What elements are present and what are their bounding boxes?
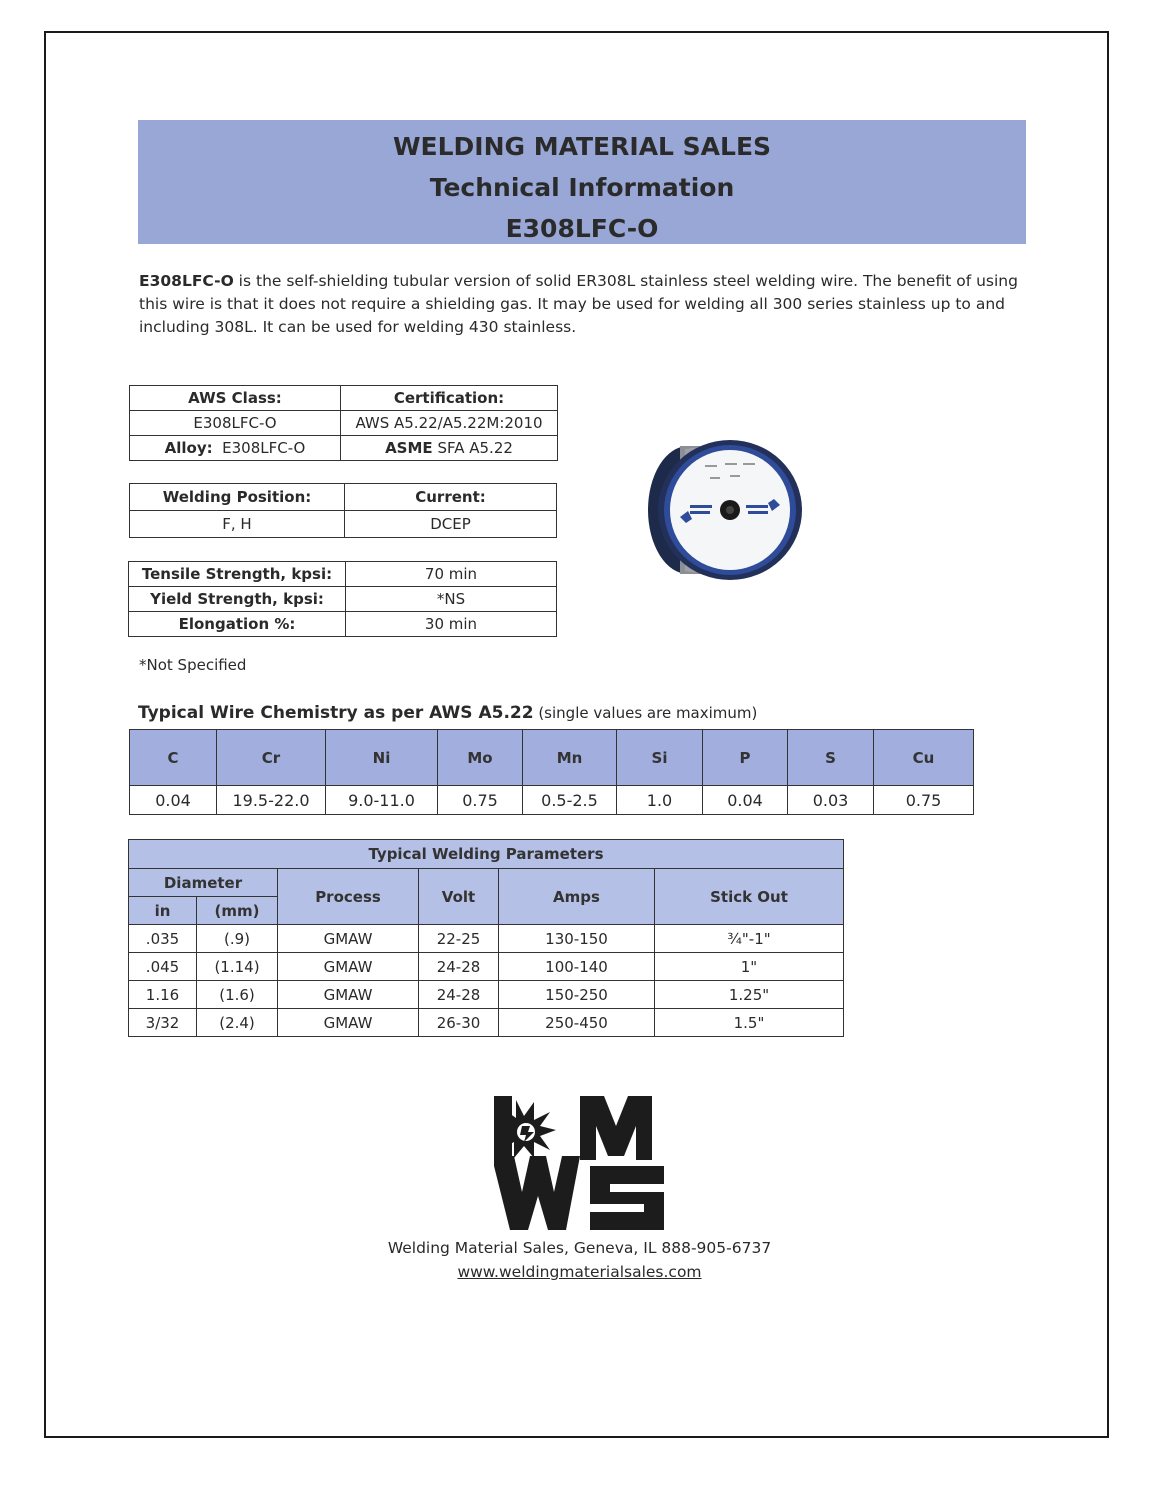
row-stick-out: ¾"-1" [655, 925, 844, 953]
current-label: Current: [345, 484, 557, 511]
row-stick-out: 1" [655, 953, 844, 981]
elongation-label: Elongation %: [129, 612, 346, 637]
alloy-label: Alloy: [164, 439, 213, 457]
element-si: Si [617, 730, 703, 786]
row-volt: 24-28 [419, 981, 499, 1009]
wire-spool-image [630, 435, 810, 615]
footer-website-link[interactable]: www.weldingmaterialsales.com [457, 1263, 702, 1281]
row-mm: (2.4) [197, 1009, 278, 1037]
current-value: DCEP [345, 511, 557, 538]
chemistry-subtitle: (single values are maximum) [533, 704, 758, 722]
row-amps: 250-450 [499, 1009, 655, 1037]
value-ni: 9.0-11.0 [326, 786, 438, 815]
value-cr: 19.5-22.0 [217, 786, 326, 815]
stick-out-header: Stick Out [655, 869, 844, 925]
tensile-value: 70 min [346, 562, 557, 587]
product-title: E308LFC-O [505, 214, 659, 243]
intro-product: E308LFC-O [139, 272, 234, 290]
element-ni: Ni [326, 730, 438, 786]
chemistry-table [129, 729, 974, 815]
row-in: .045 [129, 953, 197, 981]
position-table [129, 483, 557, 538]
title-band [138, 120, 1026, 244]
strength-table [128, 561, 557, 637]
amps-header: Amps [499, 869, 655, 925]
certification-label: Certification: [341, 386, 558, 411]
table-row [129, 953, 844, 981]
intro-paragraph [139, 270, 1019, 339]
aws-class-label: AWS Class: [130, 386, 341, 411]
class-table [129, 385, 558, 461]
element-cr: Cr [217, 730, 326, 786]
asme-label: ASME [385, 439, 433, 457]
row-mm: (1.14) [197, 953, 278, 981]
tensile-label: Tensile Strength, kpsi: [129, 562, 346, 587]
element-c: C [130, 730, 217, 786]
element-mn: Mn [523, 730, 617, 786]
value-s: 0.03 [788, 786, 874, 815]
not-specified-note: *Not Specified [139, 656, 247, 674]
table-row [129, 981, 844, 1009]
row-mm: (.9) [197, 925, 278, 953]
mm-header: (mm) [197, 897, 278, 925]
element-p: P [703, 730, 788, 786]
row-process: GMAW [278, 1009, 419, 1037]
value-p: 0.04 [703, 786, 788, 815]
value-cu: 0.75 [874, 786, 974, 815]
welding-position-value: F, H [130, 511, 345, 538]
row-amps: 150-250 [499, 981, 655, 1009]
row-mm: (1.6) [197, 981, 278, 1009]
row-amps: 100-140 [499, 953, 655, 981]
value-c: 0.04 [130, 786, 217, 815]
table-row [129, 925, 844, 953]
row-process: GMAW [278, 925, 419, 953]
elongation-value: 30 min [346, 612, 557, 637]
certification-value: AWS A5.22/A5.22M:2010 [341, 411, 558, 436]
diameter-header: Diameter [129, 869, 278, 897]
document-title: Technical Information [429, 173, 735, 202]
aws-class-value: E308LFC-O [130, 411, 341, 436]
process-header: Process [278, 869, 419, 925]
footer-address: Welding Material Sales, Geneva, IL 888-905-6737 [387, 1239, 772, 1257]
asme-cell [341, 436, 558, 461]
chemistry-heading [138, 703, 757, 723]
row-in: 1.16 [129, 981, 197, 1009]
in-header: in [129, 897, 197, 925]
row-process: GMAW [278, 953, 419, 981]
row-process: GMAW [278, 981, 419, 1009]
row-volt: 26-30 [419, 1009, 499, 1037]
volt-header: Volt [419, 869, 499, 925]
element-cu: Cu [874, 730, 974, 786]
row-amps: 130-150 [499, 925, 655, 953]
wms-logo [494, 1096, 666, 1230]
row-in: .035 [129, 925, 197, 953]
table-row [129, 1009, 844, 1037]
company-title: WELDING MATERIAL SALES [392, 132, 772, 161]
row-stick-out: 1.25" [655, 981, 844, 1009]
element-mo: Mo [438, 730, 523, 786]
row-volt: 22-25 [419, 925, 499, 953]
value-mo: 0.75 [438, 786, 523, 815]
value-si: 1.0 [617, 786, 703, 815]
chemistry-title: Typical Wire Chemistry as per AWS A5.22 [138, 703, 534, 723]
element-s: S [788, 730, 874, 786]
row-stick-out: 1.5" [655, 1009, 844, 1037]
value-mn: 0.5-2.5 [523, 786, 617, 815]
alloy-cell [130, 436, 341, 461]
alloy-value: E308LFC-O [222, 439, 306, 457]
intro-text: is the self-shielding tubular version of solid ER308L stainless steel welding wire. The benefit of using this wire is that it does not require a shielding gas. It may be used for welding all 300 series stainless up to and including 308L. It can be used for welding 430 stainless. [139, 272, 1018, 336]
yield-value: *NS [346, 587, 557, 612]
row-volt: 24-28 [419, 953, 499, 981]
asme-value: SFA A5.22 [437, 439, 513, 457]
row-in: 3/32 [129, 1009, 197, 1037]
parameters-table [128, 839, 844, 1037]
yield-label: Yield Strength, kpsi: [129, 587, 346, 612]
parameters-title: Typical Welding Parameters [129, 840, 844, 869]
welding-position-label: Welding Position: [130, 484, 345, 511]
